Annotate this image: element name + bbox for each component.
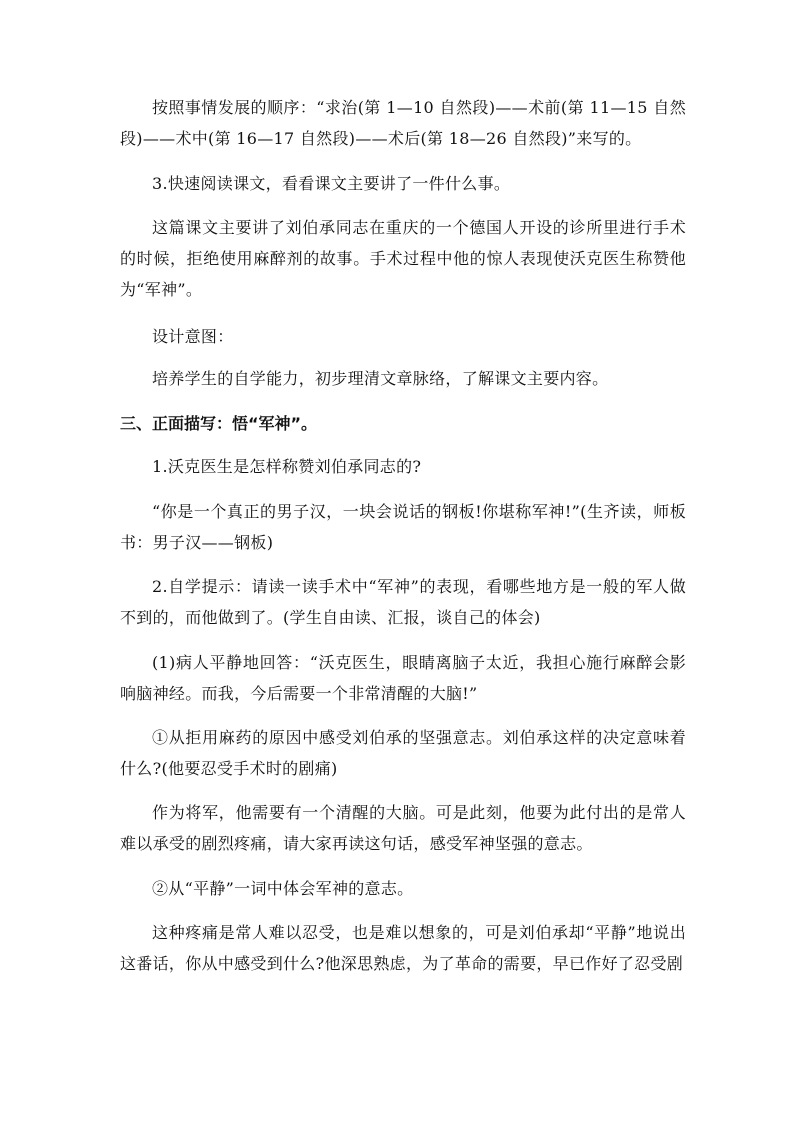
paragraph-design-intent: 培养学生的自学能力，初步理清文章脉络，了解课文主要内容。 (152, 369, 609, 388)
paragraph-patient-answer: (1)病人平静地回答：“沃克医生，眼睛离脑子太近，我担心施行麻醉会影响脑神经。而我，今后需要一个非常清醒的大脑!” (120, 653, 686, 703)
paragraph-point-2: ②从“平静”一词中体会军神的意志。 (152, 879, 414, 898)
paragraph-question-3: 3.快速阅读课文，看看课文主要讲了一件什么事。 (152, 174, 511, 193)
paragraph-praise-quote: “你是一个真正的男子汉，一块会说话的钢板!你堪称军神!”(生齐读，师板书：男子汉——钢板) (120, 502, 686, 552)
paragraph-pain-endurance: 这种疼痛是常人难以忍受，也是难以想象的，可是刘伯承却“平静”地说出这番话，你从中感受到什么?他深思熟虑，为了革命的需要，早已作好了忍受剧 (120, 923, 686, 973)
paragraph-general-brain: 作为将军，他需要有一个清醒的大脑。可是此刻，他要为此付出的是常人难以承受的剧烈疼痛，请大家再读这句话，感受军神坚强的意志。 (120, 803, 686, 853)
paragraph-design-intent-label: 设计意图： (152, 327, 234, 346)
paragraph-narrative-order: 按照事情发展的顺序：“求治(第 1—10 自然段)——术前(第 11—15 自然段)——术中(第 16—17 自然段)——术后(第 18—26 自然段)”来写的。 (120, 98, 686, 148)
paragraph-point-1: ①从拒用麻药的原因中感受刘伯承的坚强意志。刘伯承这样的决定意味着什么?(他要忍受手术时的剧痛) (120, 728, 686, 778)
paragraph-main-idea: 这篇课文主要讲了刘伯承同志在重庆的一个德国人开设的诊所里进行手术的时候，拒绝使用麻醉剂的故事。手术过程中他的惊人表现使沃克医生称赞他为“军神”。 (120, 218, 686, 299)
paragraph-question-1: 1.沃克医生是怎样称赞刘伯承同志的? (152, 457, 422, 476)
paragraph-question-2: 2.自学提示：请读一读手术中“军神”的表现，看哪些地方是一般的军人做不到的，而他做到了。(学生自由读、汇报，谈自己的体会) (120, 577, 686, 627)
section-heading-3: 三、正面描写：悟“军神”。 (120, 414, 318, 433)
